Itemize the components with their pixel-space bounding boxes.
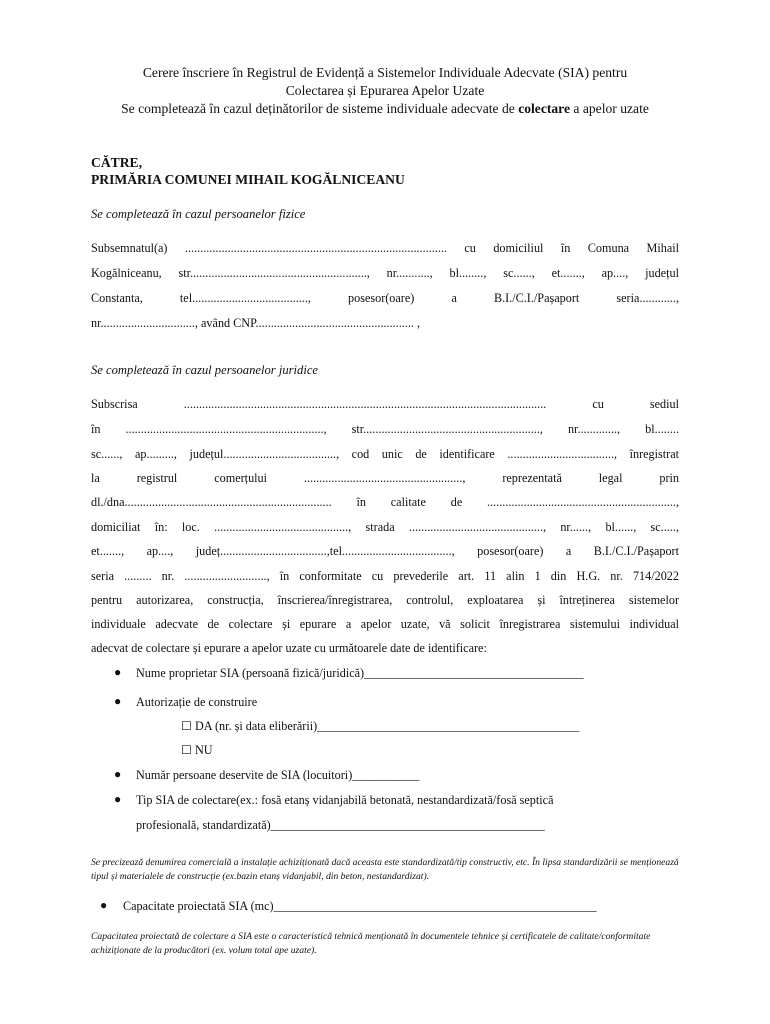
subtitle-text-bold: colectare <box>518 101 571 116</box>
juridice-line-4: la registrul comerțului ...................................................., reprezentată legal prin <box>91 471 679 485</box>
subtitle-text-post: a apelor uzate <box>570 101 649 116</box>
juridice-line-10: individuale adecvate de colectare și epurare a apelor uzate, vă solicit înregistrarea sistemului individual <box>91 617 679 631</box>
sia-type-line-1: Tip SIA de colectare(ex.: fosă etanș vidanjabilă betonată, nestandardizată/fosă septică <box>136 793 554 807</box>
fizice-line-3: Constanta, tel......................................, posesor(oare) a B.I./C.I./Pașaport seria............, <box>91 291 679 305</box>
capacity-field[interactable]: Capacitate proiectată SIA (mc)_____________________________________________________ <box>123 899 597 913</box>
fizice-line-1: Subsemnatul(a) ...................................................................................... cu domiciliul în Comuna Mihail <box>91 241 679 255</box>
juridice-line-7: et......., ap...., județ...................................,tel...................................., posesor(oare) a B.I./C.I./Pașaport <box>91 544 679 558</box>
section-heading-fizice: Se completează în cazul persoanelor fizice <box>91 207 306 221</box>
recipient-to: CĂTRE, <box>91 155 142 170</box>
sia-type-field[interactable]: profesională, standardizată)_____________________________________________ <box>136 818 545 832</box>
juridice-line-3: sc......, ap........., județul....................................., cod unic de identificare ..................................., înregistrat <box>91 447 679 461</box>
form-title-line-1: Cerere înscriere în Registrul de Evidență a Sistemelor Individuale Adecvate (SIA) pentru <box>142 65 628 80</box>
form-title-line-2: Colectarea și Epurarea Apelor Uzate <box>285 83 485 98</box>
authorization-label: Autorizație de construire <box>136 695 258 709</box>
juridice-line-5: dl./dna.................................................................... în calitate de .............................................................., <box>91 495 679 509</box>
juridice-line-2: în ................................................................., str.........................................................., nr............., bl........ <box>91 422 679 436</box>
bullet-icon: ● <box>114 792 122 806</box>
juridice-line-11: adecvat de colectare și epurare a apelor uzate cu următoarele date de identificare: <box>91 641 487 655</box>
juridice-line-6: domiciliat în: loc. ............................................, strada ............................................, nr......, bl......, sc....., <box>91 520 679 534</box>
juridice-line-9: pentru autorizarea, construcția, înscrierea/înregistrarea, controlul, exploatarea și întreținerea sistemelor <box>91 593 679 607</box>
bullet-icon: ● <box>114 767 122 781</box>
owner-name-field[interactable]: Nume proprietar SIA (persoană fizică/juridică)____________________________________ <box>136 666 584 680</box>
fizice-line-4: nr..............................., având CNP.................................................... , <box>91 316 421 330</box>
form-subtitle <box>0 100 770 118</box>
bullet-icon: ● <box>114 665 122 679</box>
subtitle-text-pre: Se completează în cazul deținătorilor de sisteme individuale adecvate de <box>121 101 519 116</box>
recipient-name: PRIMĂRIA COMUNEI MIHAIL KOGĂLNICEANU <box>91 172 405 187</box>
authorization-no-checkbox[interactable]: ☐ NU <box>181 743 213 757</box>
persons-served-field[interactable]: Număr persoane deservite de SIA (locuitori)___________ <box>136 768 420 782</box>
fizice-line-2: Kogălniceanu, str.........................................................., nr..........., bl........, sc......, et......., ap...., județul <box>91 266 679 280</box>
note-commercial-name: Se precizează denumirea comercială a instalație achiziționată dacă aceasta este standardizată/tip constructiv, etc. În lipsa standardizării se menționează tipul și materialele de construcție (ex.bazin etanș vidanjabil, din beton, nestandardizat). <box>91 857 679 882</box>
note-capacity: Capacitatea proiectată de colectare a SIA este o caracteristică tehnică menționată în documentele tehnice și certificatele de calitate/conformitate achiziționate de la producători (ex. volum total ape uzate). <box>91 931 651 956</box>
authorization-yes-checkbox[interactable]: ☐ DA (nr. și data eliberării)___________________________________________ <box>181 719 580 733</box>
bullet-icon: ● <box>100 898 108 912</box>
juridice-line-1: Subscrisa ....................................................................................................................... cu sediul <box>91 397 679 411</box>
section-heading-juridice: Se completează în cazul persoanelor juridice <box>91 363 318 377</box>
bullet-icon: ● <box>114 694 122 708</box>
juridice-line-8: seria ......... nr. ..........................., în conformitate cu prevederile art. 11 alin 1 din H.G. nr. 714/2022 <box>91 569 679 583</box>
